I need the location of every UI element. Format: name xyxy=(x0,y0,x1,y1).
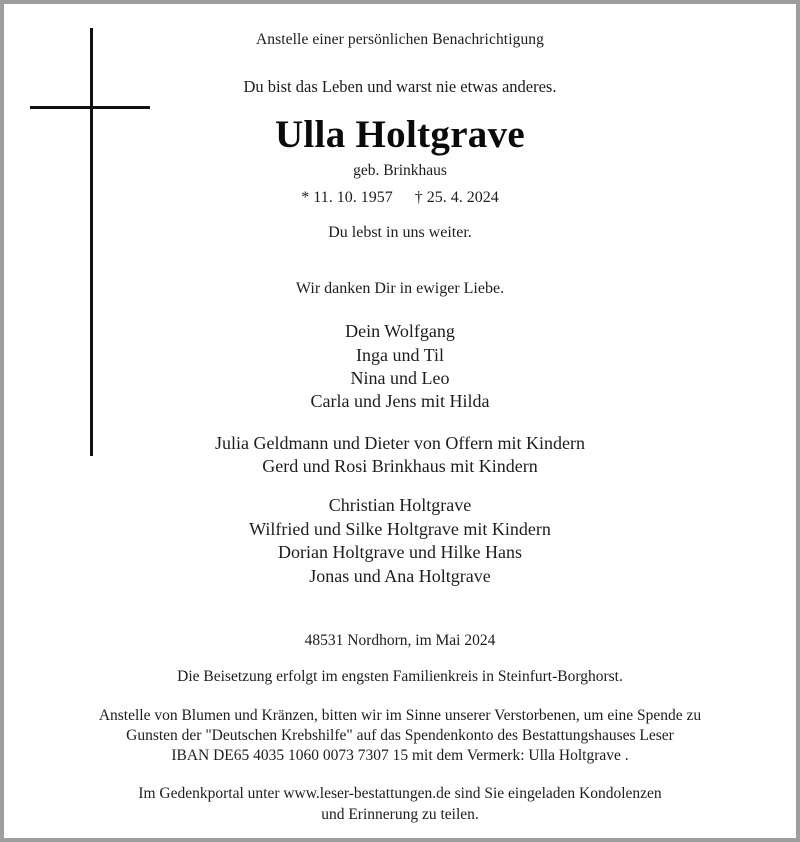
family-group-holtgrave xyxy=(4,494,796,588)
life-dates xyxy=(4,188,796,209)
spacer xyxy=(4,98,796,112)
spacer xyxy=(4,588,796,630)
intro-text: Anstelle einer persönlichen Benachrichtigung xyxy=(255,31,545,48)
obituary-text-column xyxy=(4,30,796,825)
thanks-text: Wir danken Dir in ewiger Liebe. xyxy=(295,280,505,298)
family-member: Nina und Leo xyxy=(350,367,450,388)
donation-line: Anstelle von Blumen und Kränzen, bitten wir im Sinne unserer Verstorbenen, um eine Spende zu xyxy=(98,707,702,725)
donation-info xyxy=(4,706,796,766)
family-member: Julia Geldmann und Dieter von Offern mit Kindern xyxy=(214,432,586,453)
burial-info: Die Beisetzung erfolgt im engsten Familienkreis in Steinfurt-Borghorst. xyxy=(177,668,623,686)
epitaph-text: Du bist das Leben und warst nie etwas anderes. xyxy=(243,77,557,97)
birth-date: * 11. 10. 1957 xyxy=(301,188,393,206)
memoriam-text: Du lebst in uns weiter. xyxy=(328,223,472,241)
family-member: Dein Wolfgang xyxy=(345,321,455,342)
family-member: Wilfried und Silke Holtgrave mit Kindern xyxy=(249,518,551,539)
death-date: † 25. 4. 2024 xyxy=(414,188,499,206)
donation-iban: IBAN DE65 4035 1060 0073 7307 15 mit dem Vermerk: Ulla Holtgrave . xyxy=(171,747,629,765)
portal-line: Im Gedenkportal unter www.leser-bestattungen.de sind Sie eingeladen Kondolenzen xyxy=(138,785,662,803)
family-group-immediate xyxy=(4,320,796,414)
family-group-relatives xyxy=(4,432,796,479)
spacer xyxy=(4,414,796,432)
family-member: Carla und Jens mit Hilda xyxy=(310,391,490,412)
spacer xyxy=(4,50,796,76)
spacer xyxy=(4,300,796,320)
spacer xyxy=(4,478,796,494)
family-member: Inga und Til xyxy=(355,344,445,365)
spacer xyxy=(4,766,796,784)
memorial-portal-info xyxy=(4,784,796,824)
spacer xyxy=(4,688,796,706)
deceased-maiden-name: geb. Brinkhaus xyxy=(353,161,447,179)
family-member: Jonas und Ana Holtgrave xyxy=(309,565,491,586)
family-member: Christian Holtgrave xyxy=(328,495,472,516)
spacer xyxy=(4,243,796,279)
donation-line: Gunsten der "Deutschen Krebshilfe" auf das Spendenkonto des Bestattungshauses Leser xyxy=(126,727,674,745)
spacer xyxy=(4,209,796,223)
family-member: Gerd und Rosi Brinkhaus mit Kindern xyxy=(262,456,538,477)
family-member: Dorian Holtgrave und Hilke Hans xyxy=(278,542,522,563)
place-and-date: 48531 Nordhorn, im Mai 2024 xyxy=(304,632,496,650)
spacer xyxy=(4,652,796,666)
deceased-name: Ulla Holtgrave xyxy=(274,112,526,156)
portal-line: und Erinnerung zu teilen. xyxy=(321,805,479,823)
